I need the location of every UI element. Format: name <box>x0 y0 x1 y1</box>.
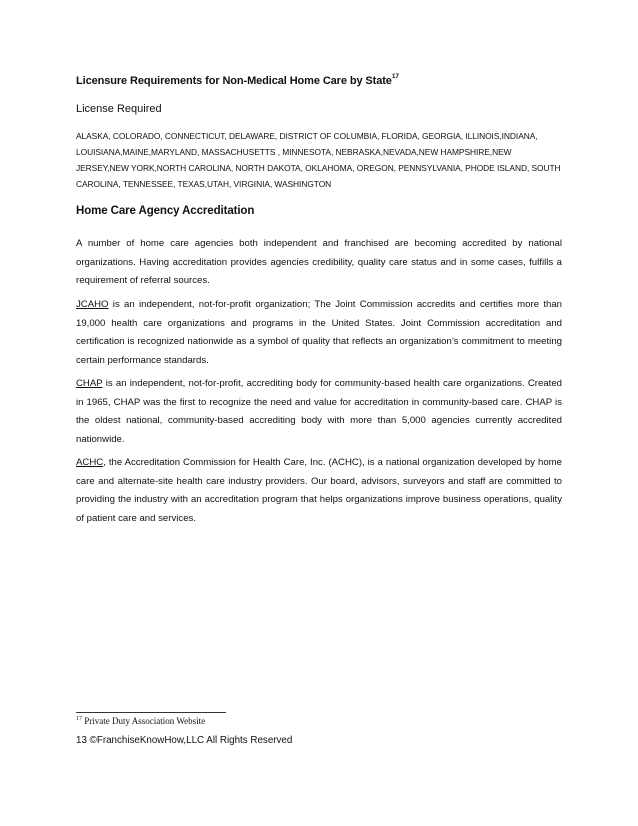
page-title <box>76 73 399 87</box>
footnote <box>76 716 205 726</box>
intro-paragraph: A number of home care agencies both independent and franchised are becoming accredited by national organizations. Having accreditation provides agencies credibility, quality care status and in some cases, fulfills a requirement of referral sources. <box>76 238 562 286</box>
page-footer: 13 ©FranchiseKnowHow,LLC All Rights Reserved <box>76 735 293 746</box>
footnote-reference: 17 <box>391 73 399 80</box>
chap-term: CHAP <box>76 378 103 389</box>
chap-text: is an independent, not-for-profit, accrediting body for community-based health care organizations. Created in 1965, CHAP was the first to recognize the need and value for accreditation in community-based care. CHAP is the oldest national, community-based accrediting body with more than 5,000 agencies currently accredited nationwide. <box>76 378 562 445</box>
achc-term: ACHC <box>76 457 104 468</box>
achc-text: , the Accreditation Commission for Health Care, Inc. (ACHC), is a national organization developed by home care and alternate-site health care industry providers. Our board, advisors, surveyors and staff are committed to providing the industry with an accreditation program that helps organizations improve business operations, quality of patient care and services. <box>76 457 562 524</box>
chap-paragraph <box>76 375 562 449</box>
jcaho-text: is an independent, not-for-profit organization; The Joint Commission accredits and certifies more than 19,000 health care organizations and programs in the United States. Joint Commission accreditation and certification is recognized nationwide as a symbol of quality that reflects an organization’s commitment to meeting certain performance standards. <box>76 299 562 366</box>
achc-paragraph <box>76 454 562 528</box>
footnote-number: 17 <box>76 716 82 722</box>
accreditation-heading: Home Care Agency Accreditation <box>76 205 255 217</box>
states-list: ALASKA, COLORADO, CONNECTICUT, DELAWARE, DISTRICT OF COLUMBIA, FLORIDA, GEORGIA, ILLINOIS,INDIANA, LOUISIANA,MAINE,MARYLAND, MASSACHUSETTS , MINNESOTA, NEBRASKA,NEVADA,NEW HAMPSHIRE,NEW JERSEY,NEW YORK,NORTH CAROLINA, NORTH DAKOTA, OKLAHOMA, OREGON, PENNSYLVANIA, PHODE ISLAND, SOUTH CAROLINA, TENNESSEE, TEXAS,UTAH, VIRGINIA, WASHINGTON <box>76 131 561 189</box>
jcaho-paragraph <box>76 296 562 370</box>
jcaho-term: JCAHO <box>76 299 109 310</box>
page-title-text: Licensure Requirements for Non-Medical Home Care by State <box>76 75 392 87</box>
footnote-divider <box>76 712 226 713</box>
license-required-label: License Required <box>76 103 162 115</box>
footnote-text: Private Duty Association Website <box>82 716 206 726</box>
